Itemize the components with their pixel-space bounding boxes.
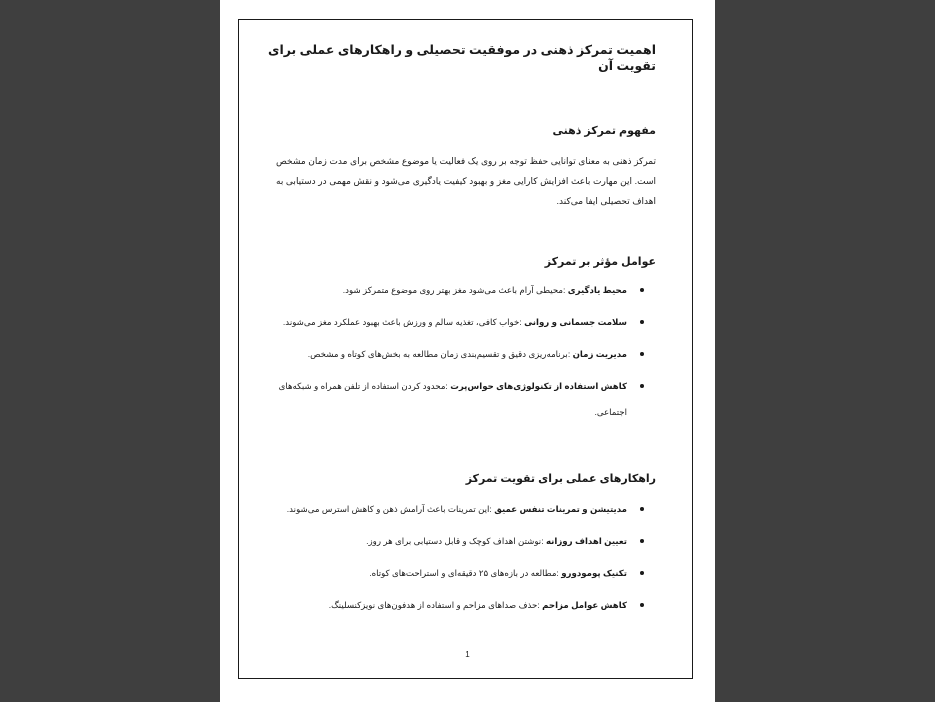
list-item-term: کاهش عوامل مزاحم xyxy=(542,600,627,610)
document-page xyxy=(220,0,715,702)
list-item-text: :محیطی آرام باعث می‌شود مغز بهتر روی موضوع متمرکز شود. xyxy=(342,285,568,295)
list-item-term: سلامت جسمانی و روانی xyxy=(524,317,627,327)
strategies-list xyxy=(258,499,656,615)
list-item xyxy=(258,373,656,425)
list-item-text: :این تمرینات باعث آرامش ذهن و کاهش استرس می‌شوند. xyxy=(286,504,495,514)
bullet-icon xyxy=(640,539,644,543)
document-title: اهمیت تمرکز ذهنی در موفقیت تحصیلی و راهکارهای عملی برای تقویت آن xyxy=(268,43,656,73)
list-item-text: :محدود کردن استفاده از تلفن همراه و شبکه‌های اجتماعی. xyxy=(278,381,627,417)
list-item-text: :نوشتن اهداف کوچک و قابل دستیابی برای هر روز. xyxy=(366,536,546,546)
list-item xyxy=(258,499,656,519)
list-item-term: مدیتیشن و تمرینات تنفس عمیق xyxy=(494,504,627,514)
list-item-text: :برنامه‌ریزی دقیق و تقسیم‌بندی زمان مطالعه به بخش‌های کوتاه و مشخص. xyxy=(307,349,573,359)
list-item xyxy=(258,312,656,332)
list-item-text: :خواب کافی، تغذیه سالم و ورزش باعث بهبود عملکرد مغز می‌شوند. xyxy=(282,317,525,327)
list-item-text: :حذف صداهای مزاحم و استفاده از هدفون‌های نویزکنسلینگ. xyxy=(328,600,543,610)
factors-list xyxy=(258,280,656,425)
list-item xyxy=(258,595,656,615)
list-item xyxy=(258,531,656,551)
bullet-icon xyxy=(640,571,644,575)
bullet-icon xyxy=(640,352,644,356)
list-item xyxy=(258,280,656,300)
list-item-term: کاهش استفاده از تکنولوژی‌های حواس‌پرت xyxy=(450,381,627,391)
bullet-icon xyxy=(640,384,644,388)
list-item-term: تعیین اهداف روزانه xyxy=(545,536,627,546)
list-item-term: محیط یادگیری xyxy=(567,285,627,295)
bullet-icon xyxy=(640,320,644,324)
section-heading-factors: عوامل مؤثر بر تمرکز xyxy=(544,256,656,268)
bullet-icon xyxy=(640,288,644,292)
section-heading-strategies: راهکارهای عملی برای تقویت تمرکز xyxy=(465,473,656,485)
section-heading-concept: مفهوم تمرکز ذهنی xyxy=(552,125,656,137)
list-item-term: تکنیک پومودورو xyxy=(561,568,627,578)
list-item xyxy=(258,563,656,583)
list-item-text: :مطالعه در بازه‌های ۲۵ دقیقه‌ای و استراحت‌های کوتاه. xyxy=(369,568,562,578)
list-item-term: مدیریت زمان xyxy=(572,349,627,359)
list-item xyxy=(258,344,656,364)
page-number: 1 xyxy=(465,650,470,659)
section-paragraph-concept: تمرکز ذهنی به معنای توانایی حفظ توجه بر روی یک فعالیت یا موضوع مشخص برای مدت زمان مشخص است. این مهارت باعث افزایش کارایی مغز و بهبود کیفیت یادگیری می‌شود و نقش مهمی در دستیابی به اهداف تحصیلی ایفا می‌کند. xyxy=(276,156,656,206)
bullet-icon xyxy=(640,507,644,511)
bullet-icon xyxy=(640,603,644,607)
